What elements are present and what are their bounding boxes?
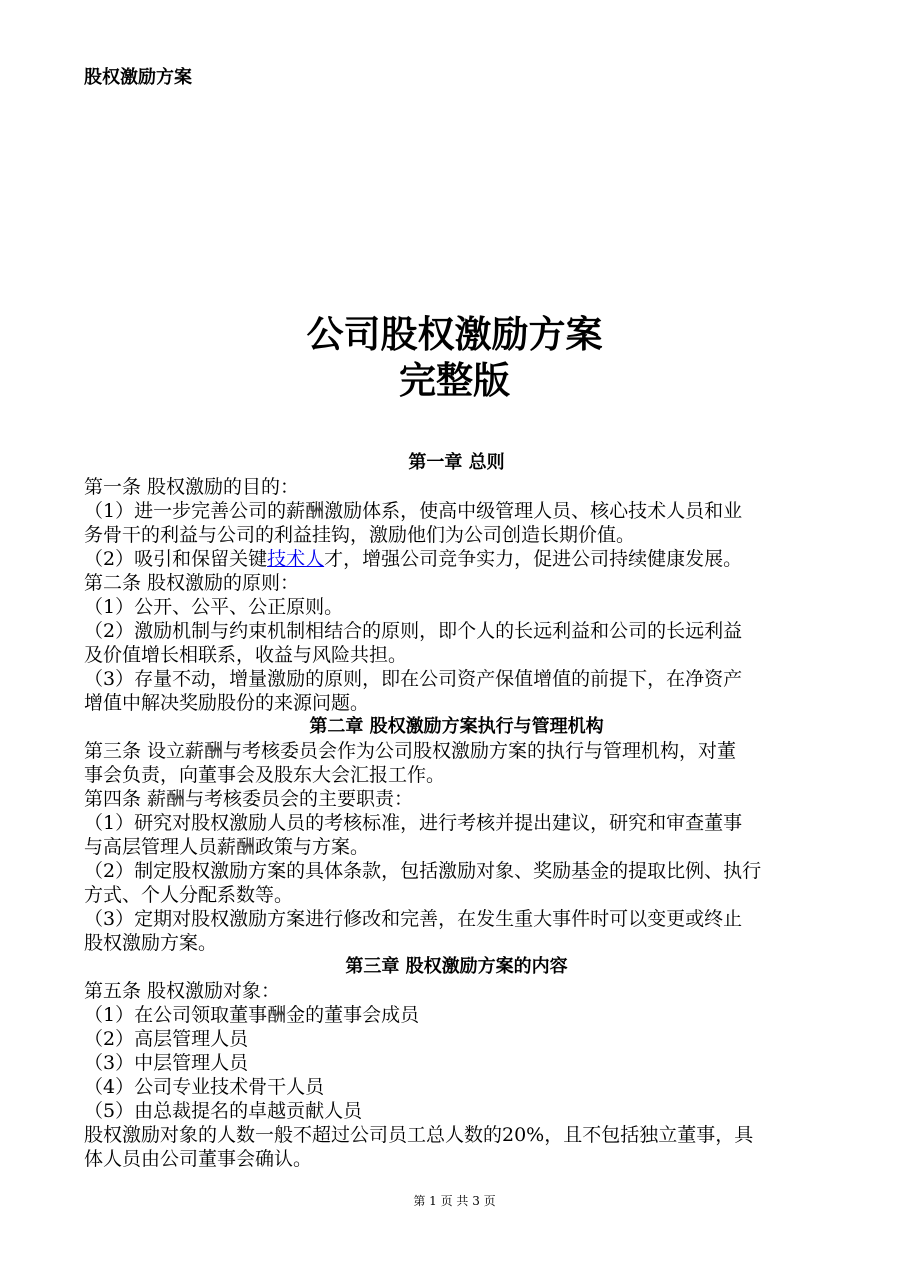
text-line: （3）中层管理人员 — [84, 1052, 249, 1074]
text-line: 第五条 股权激励对象： — [84, 980, 281, 1002]
text-line: （4）公司专业技术骨干人员 — [84, 1076, 325, 1098]
text-line: 第三条 设立薪酬与考核委员会作为公司股权激励方案的执行与管理机构，对董 — [84, 740, 737, 762]
technical-talent-link[interactable]: 技术人 — [267, 548, 325, 570]
text-line: （3）定期对股权激励方案进行修改和完善，在发生重大事件时可以变更或终止 — [84, 908, 743, 930]
text-line: 与高层管理人员薪酬政策与方案。 — [84, 836, 370, 858]
page-footer: 第 1 页 共 3 页 — [413, 1194, 496, 1208]
text-line: （1）公开、公平、公正原则。 — [84, 596, 344, 618]
text-line: （2）制定股权激励方案的具体条款，包括激励对象、奖励基金的提取比例、执行 — [84, 860, 762, 882]
chapter-heading-3: 第三章 股权激励方案的内容 — [345, 956, 568, 977]
text-line: （3）存量不动，增量激励的原则，即在公司资产保值增值的前提下，在净资产 — [84, 668, 743, 690]
document-title: 公司股权激励方案 — [306, 313, 603, 356]
text-line: 第一条 股权激励的目的： — [84, 476, 300, 498]
text-line: 及价值增长相联系，收益与风险共担。 — [84, 644, 408, 666]
chapter-heading-2: 第二章 股权激励方案执行与管理机构 — [309, 716, 604, 737]
text-line: 股权激励方案。 — [84, 932, 218, 954]
text-line: （2）激励机制与约束机制相结合的原则，即个人的长远利益和公司的长远利益 — [84, 620, 743, 642]
text-line: 增值中解决奖励股份的来源问题。 — [84, 692, 370, 714]
document-subtitle: 完整版 — [399, 359, 510, 402]
text-line: 体人员由公司董事会确认。 — [84, 1148, 313, 1170]
text-line: （1）在公司领取董事酬金的董事会成员 — [84, 1004, 420, 1026]
text-line: 务骨干的利益与公司的利益挂钩，激励他们为公司创造长期价值。 — [84, 524, 636, 546]
text-fragment: 才，增强公司竞争实力，促进公司持续健康发展。 — [324, 548, 743, 570]
text-line: 第二条 股权激励的原则： — [84, 572, 300, 594]
document-body — [84, 451, 829, 1171]
text-line: 第四条 薪酬与考核委员会的主要职责： — [84, 788, 414, 810]
text-line: （1）研究对股权激励人员的考核标准，进行考核并提出建议，研究和审查董事 — [84, 812, 743, 834]
text-line: 股权激励对象的人数一般不超过公司员工总人数的20%，且不包括独立董事，具 — [84, 1124, 754, 1146]
text-line: （2）高层管理人员 — [84, 1028, 249, 1050]
text-fragment: （2）吸引和保留关键 — [84, 548, 268, 570]
text-line: （5）由总裁提名的卓越贡献人员 — [84, 1100, 363, 1122]
text-line: 方式、个人分配系数等。 — [84, 884, 294, 906]
text-line: 事会负责，向董事会及股东大会汇报工作。 — [84, 764, 446, 786]
page-header: 股权激励方案 — [84, 67, 192, 88]
text-line — [84, 547, 829, 571]
text-line: （1）进一步完善公司的薪酬激励体系，使高中级管理人员、核心技术人员和业 — [84, 500, 743, 522]
chapter-heading-1: 第一章 总则 — [408, 452, 505, 473]
